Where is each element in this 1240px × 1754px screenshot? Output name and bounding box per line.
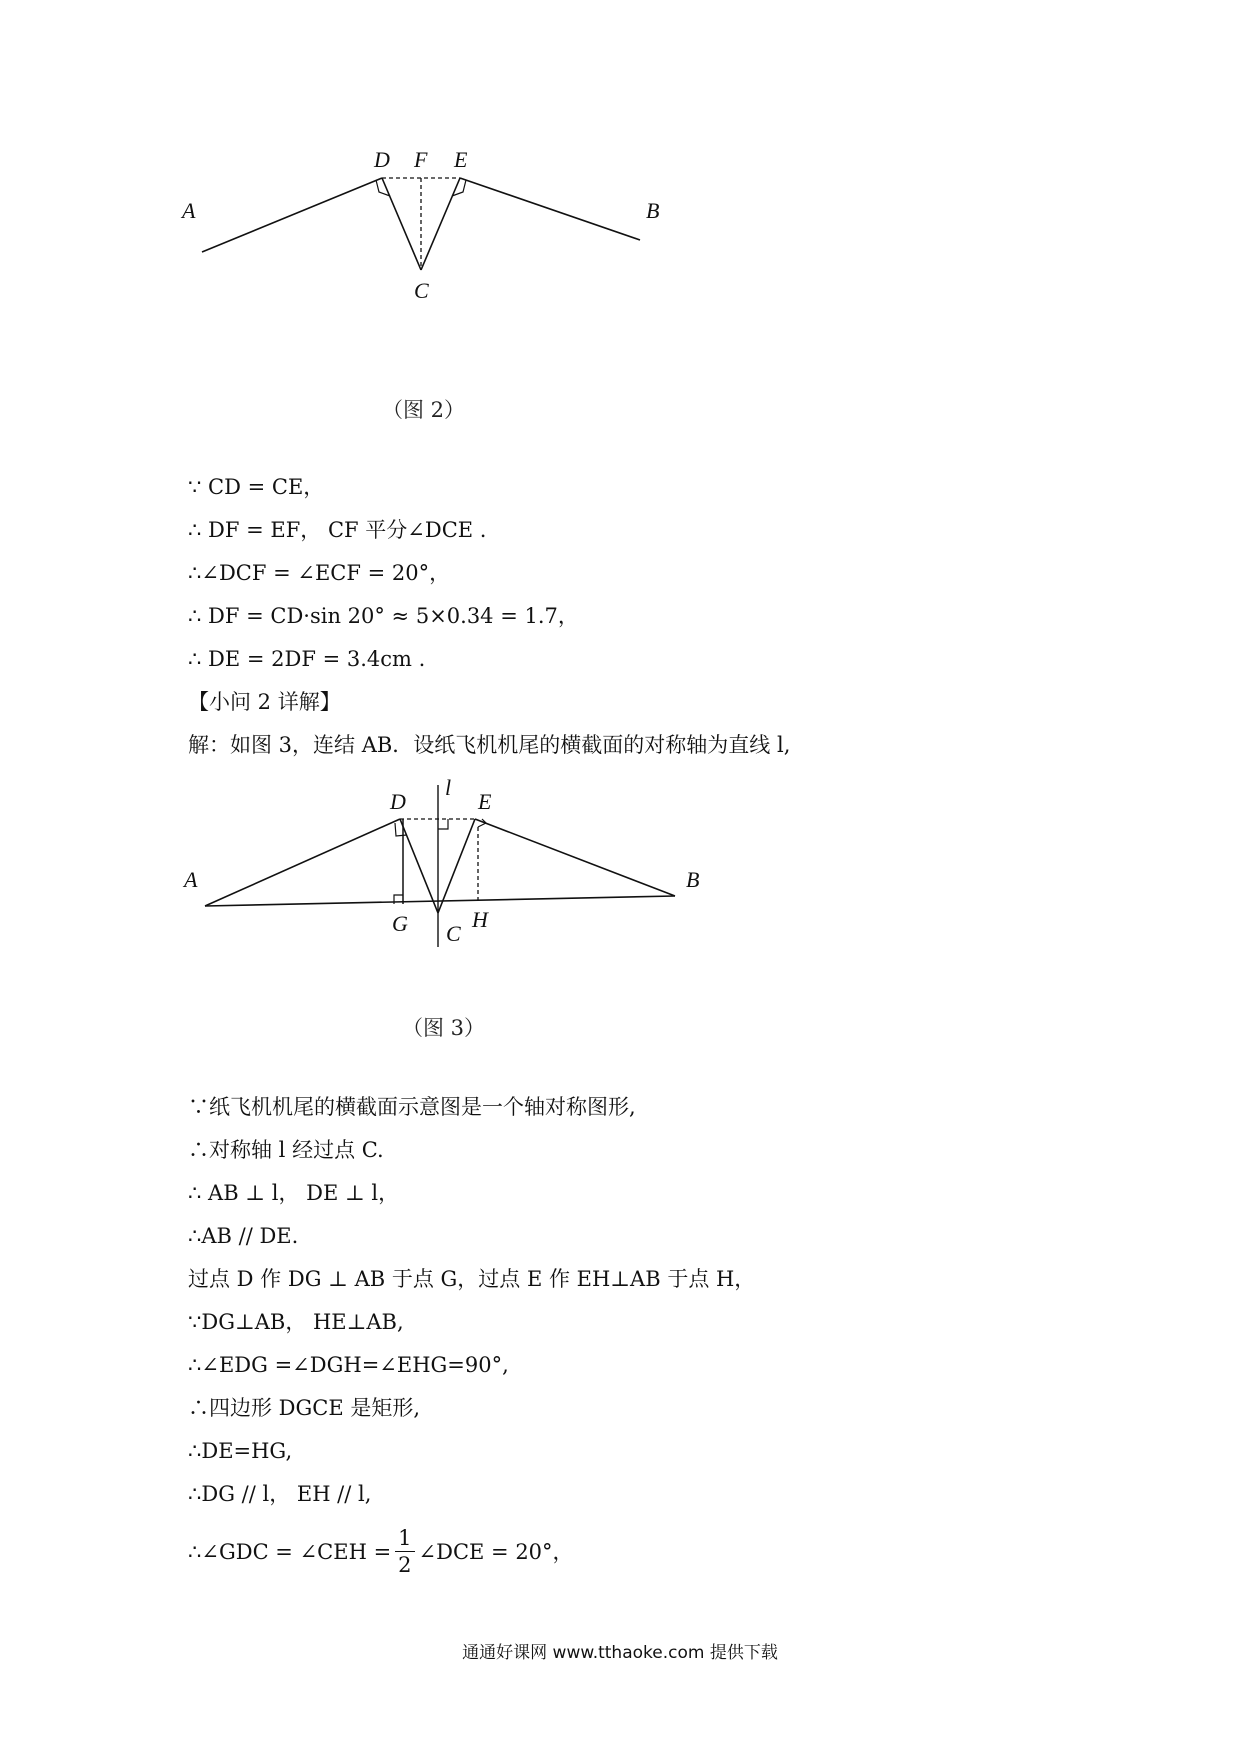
segment-dc	[400, 819, 438, 913]
label-f: F	[414, 147, 428, 172]
right-angle-mark-axis	[438, 819, 448, 829]
label-h: H	[472, 907, 488, 932]
solution-line: ∴四边形 DGCE 是矩形,	[188, 1396, 421, 1420]
segment-ab	[205, 896, 675, 906]
segment-ec	[421, 178, 460, 270]
solution-line: ∴∠EDG =∠DGH=∠EHG=90°,	[188, 1353, 509, 1377]
solution-line: ∴DG // l， EH // l,	[188, 1482, 372, 1506]
fraction-denominator: 2	[398, 1553, 412, 1577]
right-angle-mark-d	[395, 823, 407, 836]
label-d: D	[390, 789, 406, 814]
solution-line: ∴ DE = 2DF = 3.4cm .	[188, 647, 426, 671]
label-a: A	[184, 867, 198, 892]
label-c: C	[414, 278, 429, 303]
solution-line: ∴ AB ⊥ l， DE ⊥ l，	[188, 1181, 400, 1205]
solution-line: ∵DG⊥AB， HE⊥AB,	[188, 1310, 404, 1334]
solution-line: ∴AB // DE.	[188, 1224, 299, 1248]
label-a: A	[182, 198, 196, 223]
figure-2-caption: （图 2）	[382, 398, 466, 422]
fraction-numerator: 1	[395, 1525, 414, 1552]
segment-ec	[438, 819, 475, 913]
fraction-one-half	[395, 1525, 414, 1578]
label-l: l	[445, 775, 452, 800]
solution-line: ∴对称轴 l 经过点 C.	[188, 1138, 384, 1162]
segment-eb	[475, 819, 675, 896]
segment-ad	[202, 178, 382, 252]
page-footer: 通通好课网 www.tthaoke.com 提供下载	[462, 1643, 778, 1663]
label-d: D	[374, 147, 390, 172]
label-c: C	[446, 921, 461, 946]
figure-3-diagram	[180, 775, 720, 955]
segment-eb	[460, 178, 640, 240]
label-b: B	[646, 198, 660, 223]
part2-intro: 解：如图 3，连结 AB．设纸飞机机尾的横截面的对称轴为直线 l,	[188, 733, 791, 757]
segment-dc	[382, 178, 421, 270]
solution-line: ∴ DF = EF， CF 平分∠DCE .	[188, 518, 487, 542]
final-equation-prefix: ∴∠GDC = ∠CEH =	[188, 1539, 392, 1564]
solution-line: ∵ CD = CE，	[188, 475, 325, 499]
figure-3	[180, 775, 720, 955]
solution-line: ∴∠DCF = ∠ECF = 20°，	[188, 561, 451, 585]
label-e: E	[454, 147, 468, 172]
solution-line: 过点 D 作 DG ⊥ AB 于点 G，过点 E 作 EH⊥AB 于点 H，	[188, 1267, 756, 1291]
solution-line: ∴DE=HG,	[188, 1439, 293, 1463]
final-equation-suffix: ∠DCE = 20°，	[418, 1539, 574, 1564]
solution-line: ∴ DF = CD·sin 20° ≈ 5×0.34 = 1.7，	[188, 604, 579, 628]
figure-2	[180, 140, 700, 310]
solution-line: ∵纸飞机机尾的横截面示意图是一个轴对称图形,	[188, 1095, 636, 1119]
label-g: G	[392, 911, 408, 936]
segment-ad	[205, 819, 400, 906]
label-e: E	[478, 789, 492, 814]
label-b: B	[686, 867, 700, 892]
part2-heading: 【小问 2 详解】	[188, 690, 341, 714]
figure-2-diagram	[180, 140, 700, 310]
final-equation-line	[188, 1525, 574, 1578]
figure-3-caption: （图 3）	[402, 1016, 486, 1040]
